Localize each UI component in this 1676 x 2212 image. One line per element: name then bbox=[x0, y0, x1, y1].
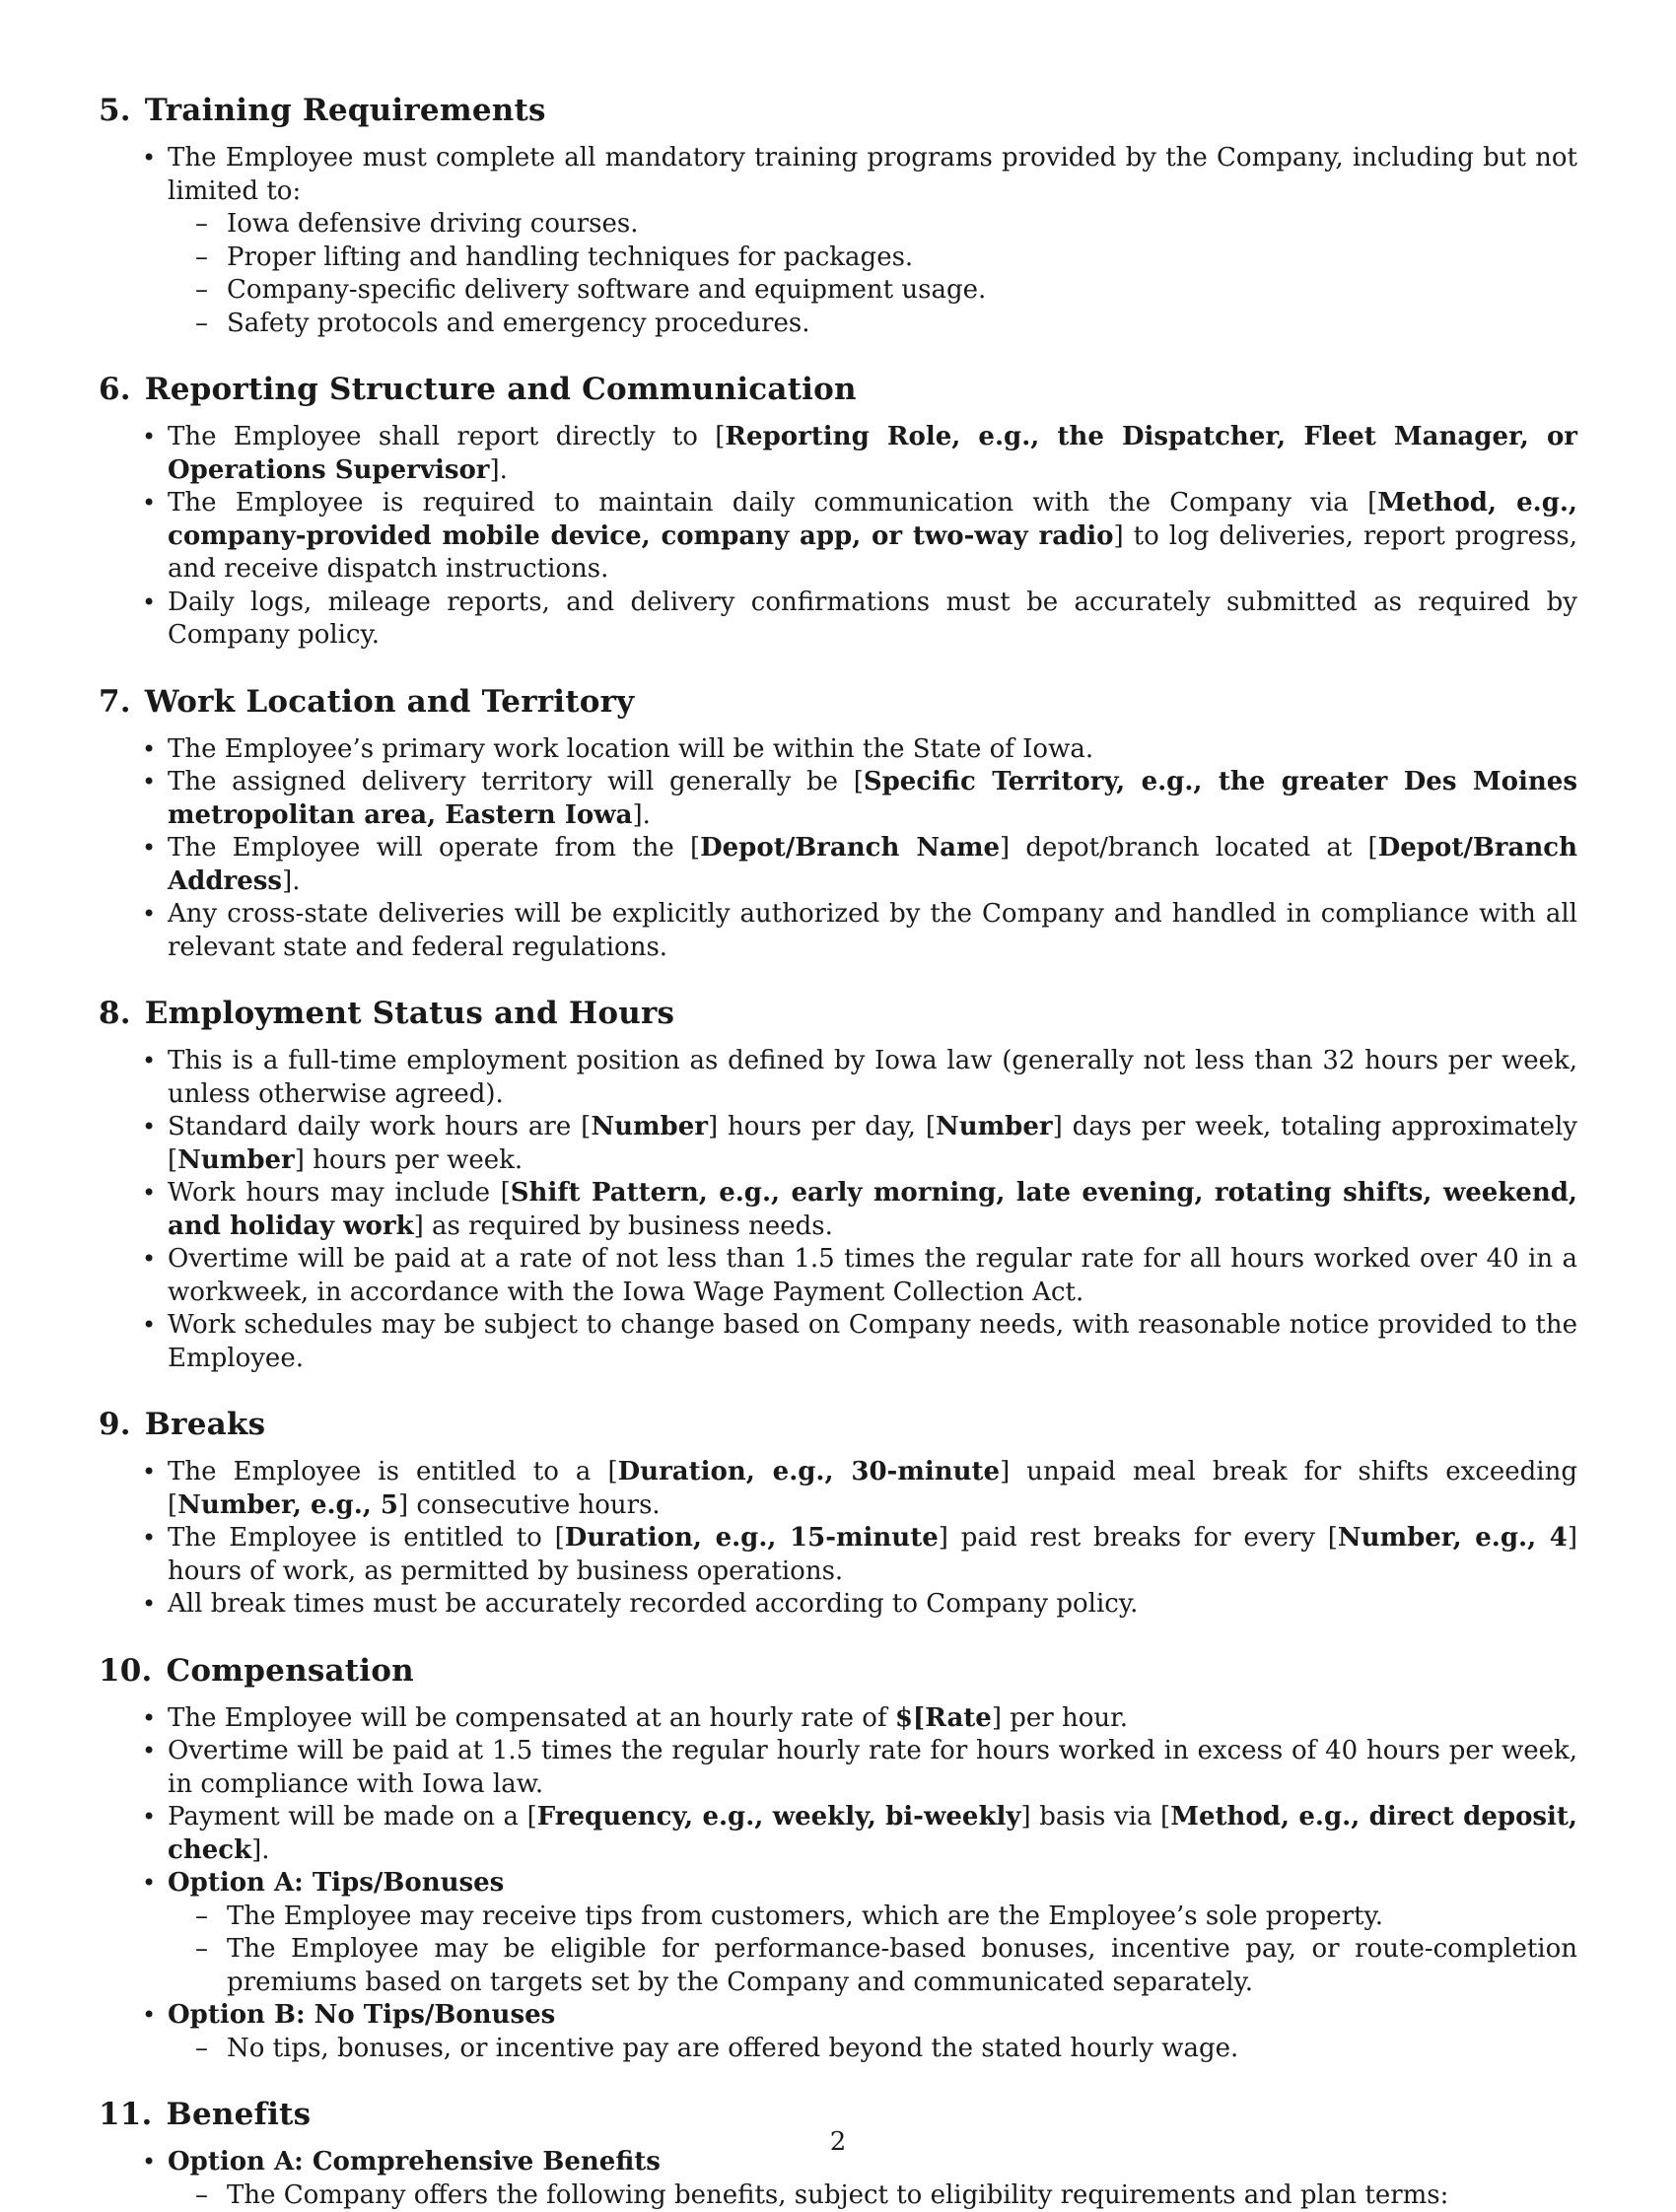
option-a-tips-bonuses: • Option A: Tips/Bonuses – The Employee may receive tips from customers, which are the Employee’s sole property. – The Employee may be eligible for performance-based bonuses, incentive pay, or route-completion premiums based on targets set by the Company and communicated separately. bbox=[99, 1867, 1577, 1999]
list-item: • All break times must be accurately recorded according to Company policy. bbox=[99, 1588, 1577, 1622]
section-reporting-structure bbox=[99, 370, 1577, 653]
section-breaks bbox=[99, 1405, 1577, 1622]
sub-list-item: – The Employee may receive tips from customers, which are the Employee’s sole property. bbox=[168, 1901, 1577, 1934]
sub-list-item: – No tips, bonuses, or incentive pay are offered beyond the stated hourly wage. bbox=[168, 2033, 1577, 2066]
list-item: • This is a full-time employment position as defined by Iowa law (generally not less than 32 hours per week, unless otherwise agreed). bbox=[99, 1045, 1577, 1111]
sub-list-item: – Company-specific delivery software and equipment usage. bbox=[168, 274, 1577, 308]
list-item: • Work schedules may be subject to change based on Company needs, with reasonable notice provided to the Employee. bbox=[99, 1309, 1577, 1375]
page-number: 2 bbox=[0, 2127, 1676, 2157]
sub-list-item: – The Employee may be eligible for performance-based bonuses, incentive pay, or route-completion premiums based on targets set by the Company and communicated separately. bbox=[168, 1933, 1577, 1999]
list-item: • Any cross-state deliveries will be explicitly authorized by the Company and handled in compliance with all relevant state and federal regulations. bbox=[99, 898, 1577, 964]
section-training-requirements bbox=[99, 91, 1577, 340]
list-item: • The Employee is required to maintain daily communication with the Company via [Method, e.g., company-provided mobile device, company app, or two-way radio] to log deliveries, report progress, and receive dispatch instructions. bbox=[99, 487, 1577, 587]
section-compensation bbox=[99, 1651, 1577, 2066]
sub-list-item: – Safety protocols and emergency procedures. bbox=[168, 308, 1577, 341]
list-item: • Daily logs, mileage reports, and delivery confirmations must be accurately submitted as required by Company policy. bbox=[99, 587, 1577, 653]
list-item: • Standard daily work hours are [Number] hours per day, [Number] days per week, totaling approximately [Number] hours per week. bbox=[99, 1111, 1577, 1177]
list-item: • The assigned delivery territory will generally be [Specific Territory, e.g., the greater Des Moines metropolitan area, Eastern Iowa]. bbox=[99, 766, 1577, 832]
list-item: • Overtime will be paid at a rate of not less than 1.5 times the regular rate for all hours worked over 40 in a workweek, in accordance with the Iowa Wage Payment Collection Act. bbox=[99, 1243, 1577, 1309]
list-item: • The Employee is entitled to a [Duration, e.g., 30-minute] unpaid meal break for shifts exceeding [Number, e.g., 5] consecutive hours. bbox=[99, 1456, 1577, 1522]
sub-list-item: – The Company offers the following benefits, subject to eligibility requirements and plan terms: bbox=[168, 2179, 1577, 2212]
list-item: • The Employee will operate from the [Depot/Branch Name] depot/branch located at [Depot/Branch Address]. bbox=[99, 832, 1577, 898]
option-b-no-tips-bonuses: • Option B: No Tips/Bonuses – No tips, bonuses, or incentive pay are offered beyond the stated hourly wage. bbox=[99, 1999, 1577, 2065]
list-item: • The Employee must complete all mandatory training programs provided by the Company, including but not limited to: – Iowa defensive driving courses. – Proper lifting and handling techniques for packages. – Company-specific delivery software and equipment usage. – Safety protocols and emergency procedures. bbox=[99, 142, 1577, 340]
section-heading: 10. Compensation bbox=[99, 1651, 1577, 1691]
list-item: • The Employee’s primary work location will be within the State of Iowa. bbox=[99, 733, 1577, 767]
sub-list-item: – Proper lifting and handling techniques for packages. bbox=[168, 242, 1577, 275]
list-item: • The Employee is entitled to [Duration, e.g., 15-minute] paid rest breaks for every [Number, e.g., 4] hours of work, as permitted by business operations. bbox=[99, 1522, 1577, 1588]
section-heading: 9. Breaks bbox=[99, 1405, 1577, 1444]
section-employment-status bbox=[99, 994, 1577, 1375]
section-heading: 6. Reporting Structure and Communication bbox=[99, 370, 1577, 409]
list-item: • Payment will be made on a [Frequency, e.g., weekly, bi-weekly] basis via [Method, e.g., direct deposit, check]. bbox=[99, 1801, 1577, 1867]
section-heading: 7. Work Location and Territory bbox=[99, 682, 1577, 722]
section-heading: 11. Benefits bbox=[99, 2095, 1577, 2134]
section-heading: 8. Employment Status and Hours bbox=[99, 994, 1577, 1033]
list-item: • The Employee will be compensated at an hourly rate of $[Rate] per hour. bbox=[99, 1702, 1577, 1736]
section-heading: 5. Training Requirements bbox=[99, 91, 1577, 130]
list-item: • Overtime will be paid at 1.5 times the regular hourly rate for hours worked in excess of 40 hours per week, in compliance with Iowa law. bbox=[99, 1735, 1577, 1801]
document-page bbox=[99, 91, 1577, 2212]
option-a-comprehensive-benefits: • Option A: Comprehensive Benefits – The Company offers the following benefits, subject to eligibility requirements and plan terms: bbox=[99, 2146, 1577, 2212]
list-item: • The Employee shall report directly to [Reporting Role, e.g., the Dispatcher, Fleet Manager, or Operations Supervisor]. bbox=[99, 421, 1577, 487]
section-work-location bbox=[99, 682, 1577, 965]
list-item: • Work hours may include [Shift Pattern, e.g., early morning, late evening, rotating shifts, weekend, and holiday work] as required by business needs. bbox=[99, 1177, 1577, 1243]
sub-list-item: – Iowa defensive driving courses. bbox=[168, 208, 1577, 242]
